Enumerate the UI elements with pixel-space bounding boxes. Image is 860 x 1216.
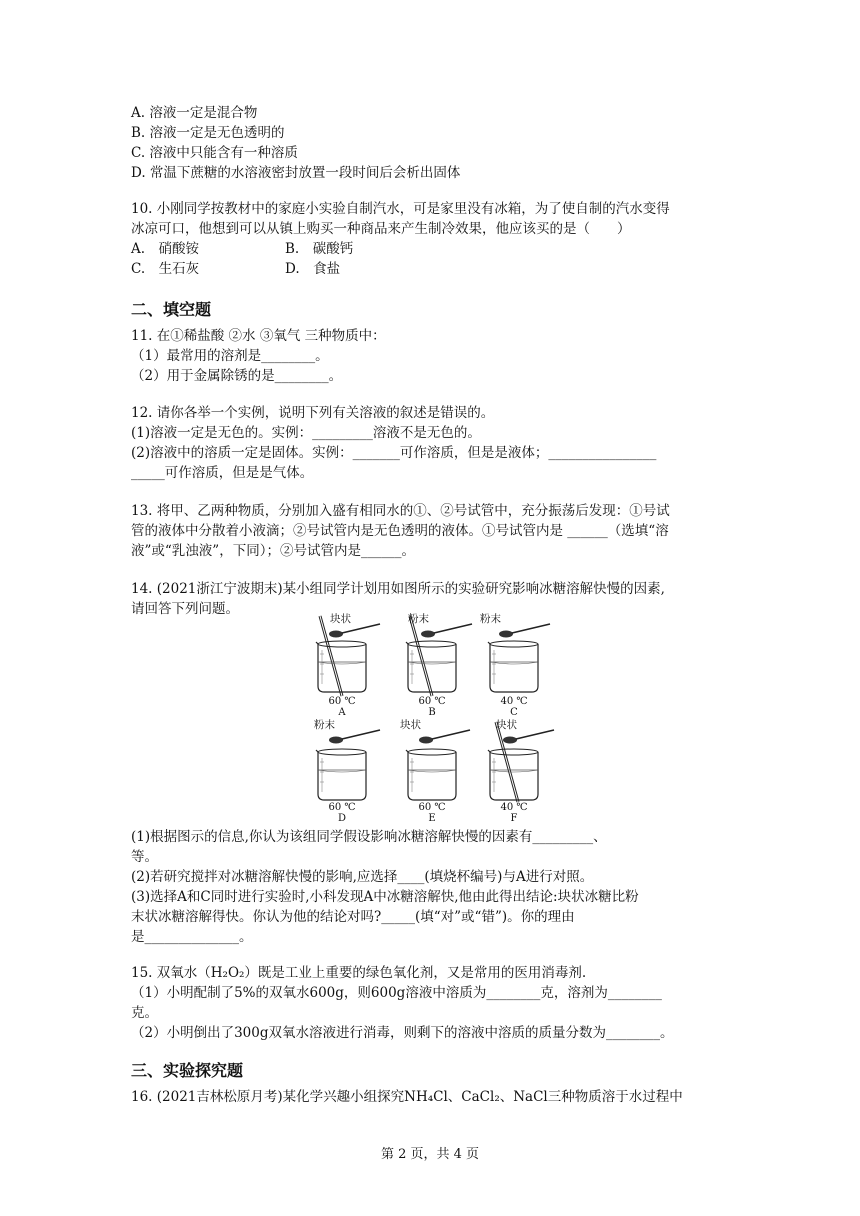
label-a-form: 块状: [330, 613, 351, 625]
letter-e: E: [428, 813, 436, 824]
q12-part2: (2)溶液中的溶质一定是固体。实例：_______可作溶质，但是是液体；________________: [131, 445, 657, 461]
q12-part1: (1)溶液一定是无色的。实例：_________溶液不是无色的。: [131, 425, 481, 441]
label-f-form: 块状: [496, 719, 517, 731]
q10-line1: 10. 小刚同学按教材中的家庭小实验自制汽水，可是家里没有冰箱，为了使自制的汽水变得: [131, 201, 670, 217]
letter-b: B: [428, 707, 436, 718]
q10-option-b: B. 碳酸钙: [285, 241, 354, 257]
letter-f: F: [510, 813, 518, 824]
letter-c: C: [510, 707, 518, 718]
section-title-fill-in: 二、填空题: [131, 300, 212, 319]
q13-line1: 13. 将甲、乙两种物质，分别加入盛有相同水的①、②号试管中，充分振荡后发现：①号试: [131, 503, 670, 519]
temp-a: 60 ℃: [328, 696, 356, 707]
q9-option-d: D. 常温下蔗糖的水溶液密封放置一段时间后会析出固体: [131, 165, 461, 181]
letter-a: A: [338, 707, 346, 718]
section-title-experiment: 三、实验探究题: [131, 1061, 244, 1080]
beaker-d: [316, 730, 380, 800]
q14-part1-cont: 等。: [131, 849, 158, 865]
q14-part2: (2)若研究搅拌对冰糖溶解快慢的影响,应选择____(填烧杯编号)与A进行对照。: [131, 869, 594, 885]
label-d-form: 粉末: [314, 719, 335, 731]
q15-stem: 15. 双氧水（H₂O₂）既是工业上重要的绿色氧化剂，又是常用的医用消毒剂.: [131, 965, 587, 981]
temp-c: 40 ℃: [500, 696, 528, 707]
q14-part3-cont: 末状冰糖溶解得快。你认为他的结论对吗?_____(填“对”或“错”)。你的理由: [131, 909, 575, 925]
q9-option-c: C. 溶液中只能含有一种溶质: [131, 145, 298, 161]
temp-e: 60 ℃: [418, 802, 446, 813]
beaker-c: [488, 624, 550, 692]
q12-part2-cont: _____可作溶质，但是是气体。: [131, 465, 314, 481]
q11-stem: 11. 在①稀盐酸 ②水 ③氧气 三种物质中：: [131, 328, 386, 344]
label-c-form: 粉末: [480, 613, 501, 625]
q10-option-a: A. 硝酸铵: [131, 241, 200, 257]
q9-option-b: B. 溶液一定是无色透明的: [131, 125, 285, 141]
temp-f: 40 ℃: [500, 802, 528, 813]
q10-option-d: D. 食盐: [285, 261, 341, 277]
q15-part1-cont: 克。: [131, 1005, 158, 1021]
q14-line2: 请回答下列问题。: [131, 601, 239, 617]
q15-part2: （2）小明倒出了300g双氧水溶液进行消毒，则剩下的溶液中溶质的质量分数为________。: [131, 1025, 674, 1041]
q11-part2: （2）用于金属除锈的是________。: [131, 368, 343, 384]
temp-b: 60 ℃: [418, 696, 446, 707]
q13-line2: 管的液体中分散着小液滴；②号试管内是无色透明的液体。①号试管内是 ______（选填“溶: [131, 523, 669, 539]
q10-option-c: C. 生石灰: [131, 261, 200, 277]
q14-part3-end: 是______________。: [131, 929, 253, 945]
q15-part1: （1）小明配制了5%的双氧水600g，则600g溶液中溶质为________克，溶剂为________: [131, 985, 662, 1001]
q12-stem: 12. 请你各举一个实例，说明下列有关溶液的叙述是错误的。: [131, 405, 495, 421]
q16-line1: 16. (2021吉林松原月考)某化学兴趣小组探究NH₄Cl、CaCl₂、NaCl三种物质溶于水过程中: [131, 1089, 683, 1105]
q14-part1: (1)根据图示的信息,你认为该组同学假设影响冰糖溶解快慢的因素有_________、: [131, 829, 607, 845]
beaker-e: [406, 730, 470, 800]
q14-line1: 14. (2021浙江宁波期末)某小组同学计划用如图所示的实验研究影响冰糖溶解快慢的因素,: [131, 581, 665, 597]
label-e-form: 块状: [400, 719, 421, 731]
q10-line2: 冰凉可口，他想到可以从镇上购买一种商品来产生制冷效果，他应该买的是（ ）: [131, 221, 631, 237]
q11-part1: （1）最常用的溶剂是________。: [131, 348, 329, 364]
label-b-form: 粉末: [408, 613, 429, 625]
temp-d: 60 ℃: [328, 802, 356, 813]
beaker-figure: [300, 612, 560, 822]
letter-d: D: [337, 813, 347, 824]
q9-option-a: A. 溶液一定是混合物: [131, 105, 258, 121]
page-footer: 第 2 页，共 4 页: [380, 1147, 480, 1162]
q14-part3: (3)选择A和C同时进行实验时,小科发现A中冰糖溶解快,他由此得出结论:块状冰糖比粉: [131, 889, 639, 905]
q13-line3: 液”或“乳浊液”，下同）；②号试管内是______。: [131, 543, 415, 559]
